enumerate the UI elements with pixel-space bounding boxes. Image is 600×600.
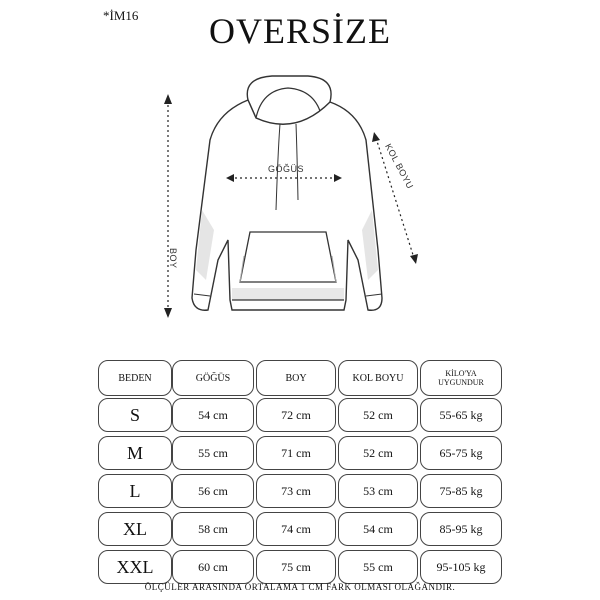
header-kilo: KİLO'YA UYGUNDUR	[420, 360, 502, 396]
table-cell: 55 cm	[172, 436, 254, 470]
table-cell: 54 cm	[338, 512, 418, 546]
table-cell: 75 cm	[256, 550, 336, 584]
table-cell: 53 cm	[338, 474, 418, 508]
table-cell: 56 cm	[172, 474, 254, 508]
table-cell: 58 cm	[172, 512, 254, 546]
length-label: BOY	[168, 248, 178, 269]
size-cell: XL	[98, 512, 172, 546]
header-beden: BEDEN	[98, 360, 172, 396]
size-cell: XXL	[98, 550, 172, 584]
header-kol-boyu: KOL BOYU	[338, 360, 418, 396]
table-cell: 71 cm	[256, 436, 336, 470]
disclaimer: ÖLÇÜLER ARASINDA ORTALAMA 1 CM FARK OLMASI OLAĞANDIR.	[144, 582, 456, 592]
table-cell: 52 cm	[338, 436, 418, 470]
header-boy: BOY	[256, 360, 336, 396]
table-cell: 60 cm	[172, 550, 254, 584]
header-gogus: GÖĞÜS	[172, 360, 254, 396]
size-cell: L	[98, 474, 172, 508]
table-cell: 55 cm	[338, 550, 418, 584]
size-cell: M	[98, 436, 172, 470]
hoodie-drawing	[0, 70, 600, 335]
product-code: *İM16	[103, 8, 139, 23]
table-cell: 54 cm	[172, 398, 254, 432]
table-cell: 95-105 kg	[420, 550, 502, 584]
table-cell: 65-75 kg	[420, 436, 502, 470]
sleeve-label: KOL BOYU	[383, 142, 416, 191]
table-cell: 74 cm	[256, 512, 336, 546]
table-cell: 73 cm	[256, 474, 336, 508]
chest-label: GÖĞÜS	[268, 164, 305, 174]
table-cell: 72 cm	[256, 398, 336, 432]
table-cell: 52 cm	[338, 398, 418, 432]
size-cell: S	[98, 398, 172, 432]
table-cell: 85-95 kg	[420, 512, 502, 546]
table-cell: 75-85 kg	[420, 474, 502, 508]
table-cell: 55-65 kg	[420, 398, 502, 432]
page-title: OVERSİZE	[209, 11, 391, 51]
